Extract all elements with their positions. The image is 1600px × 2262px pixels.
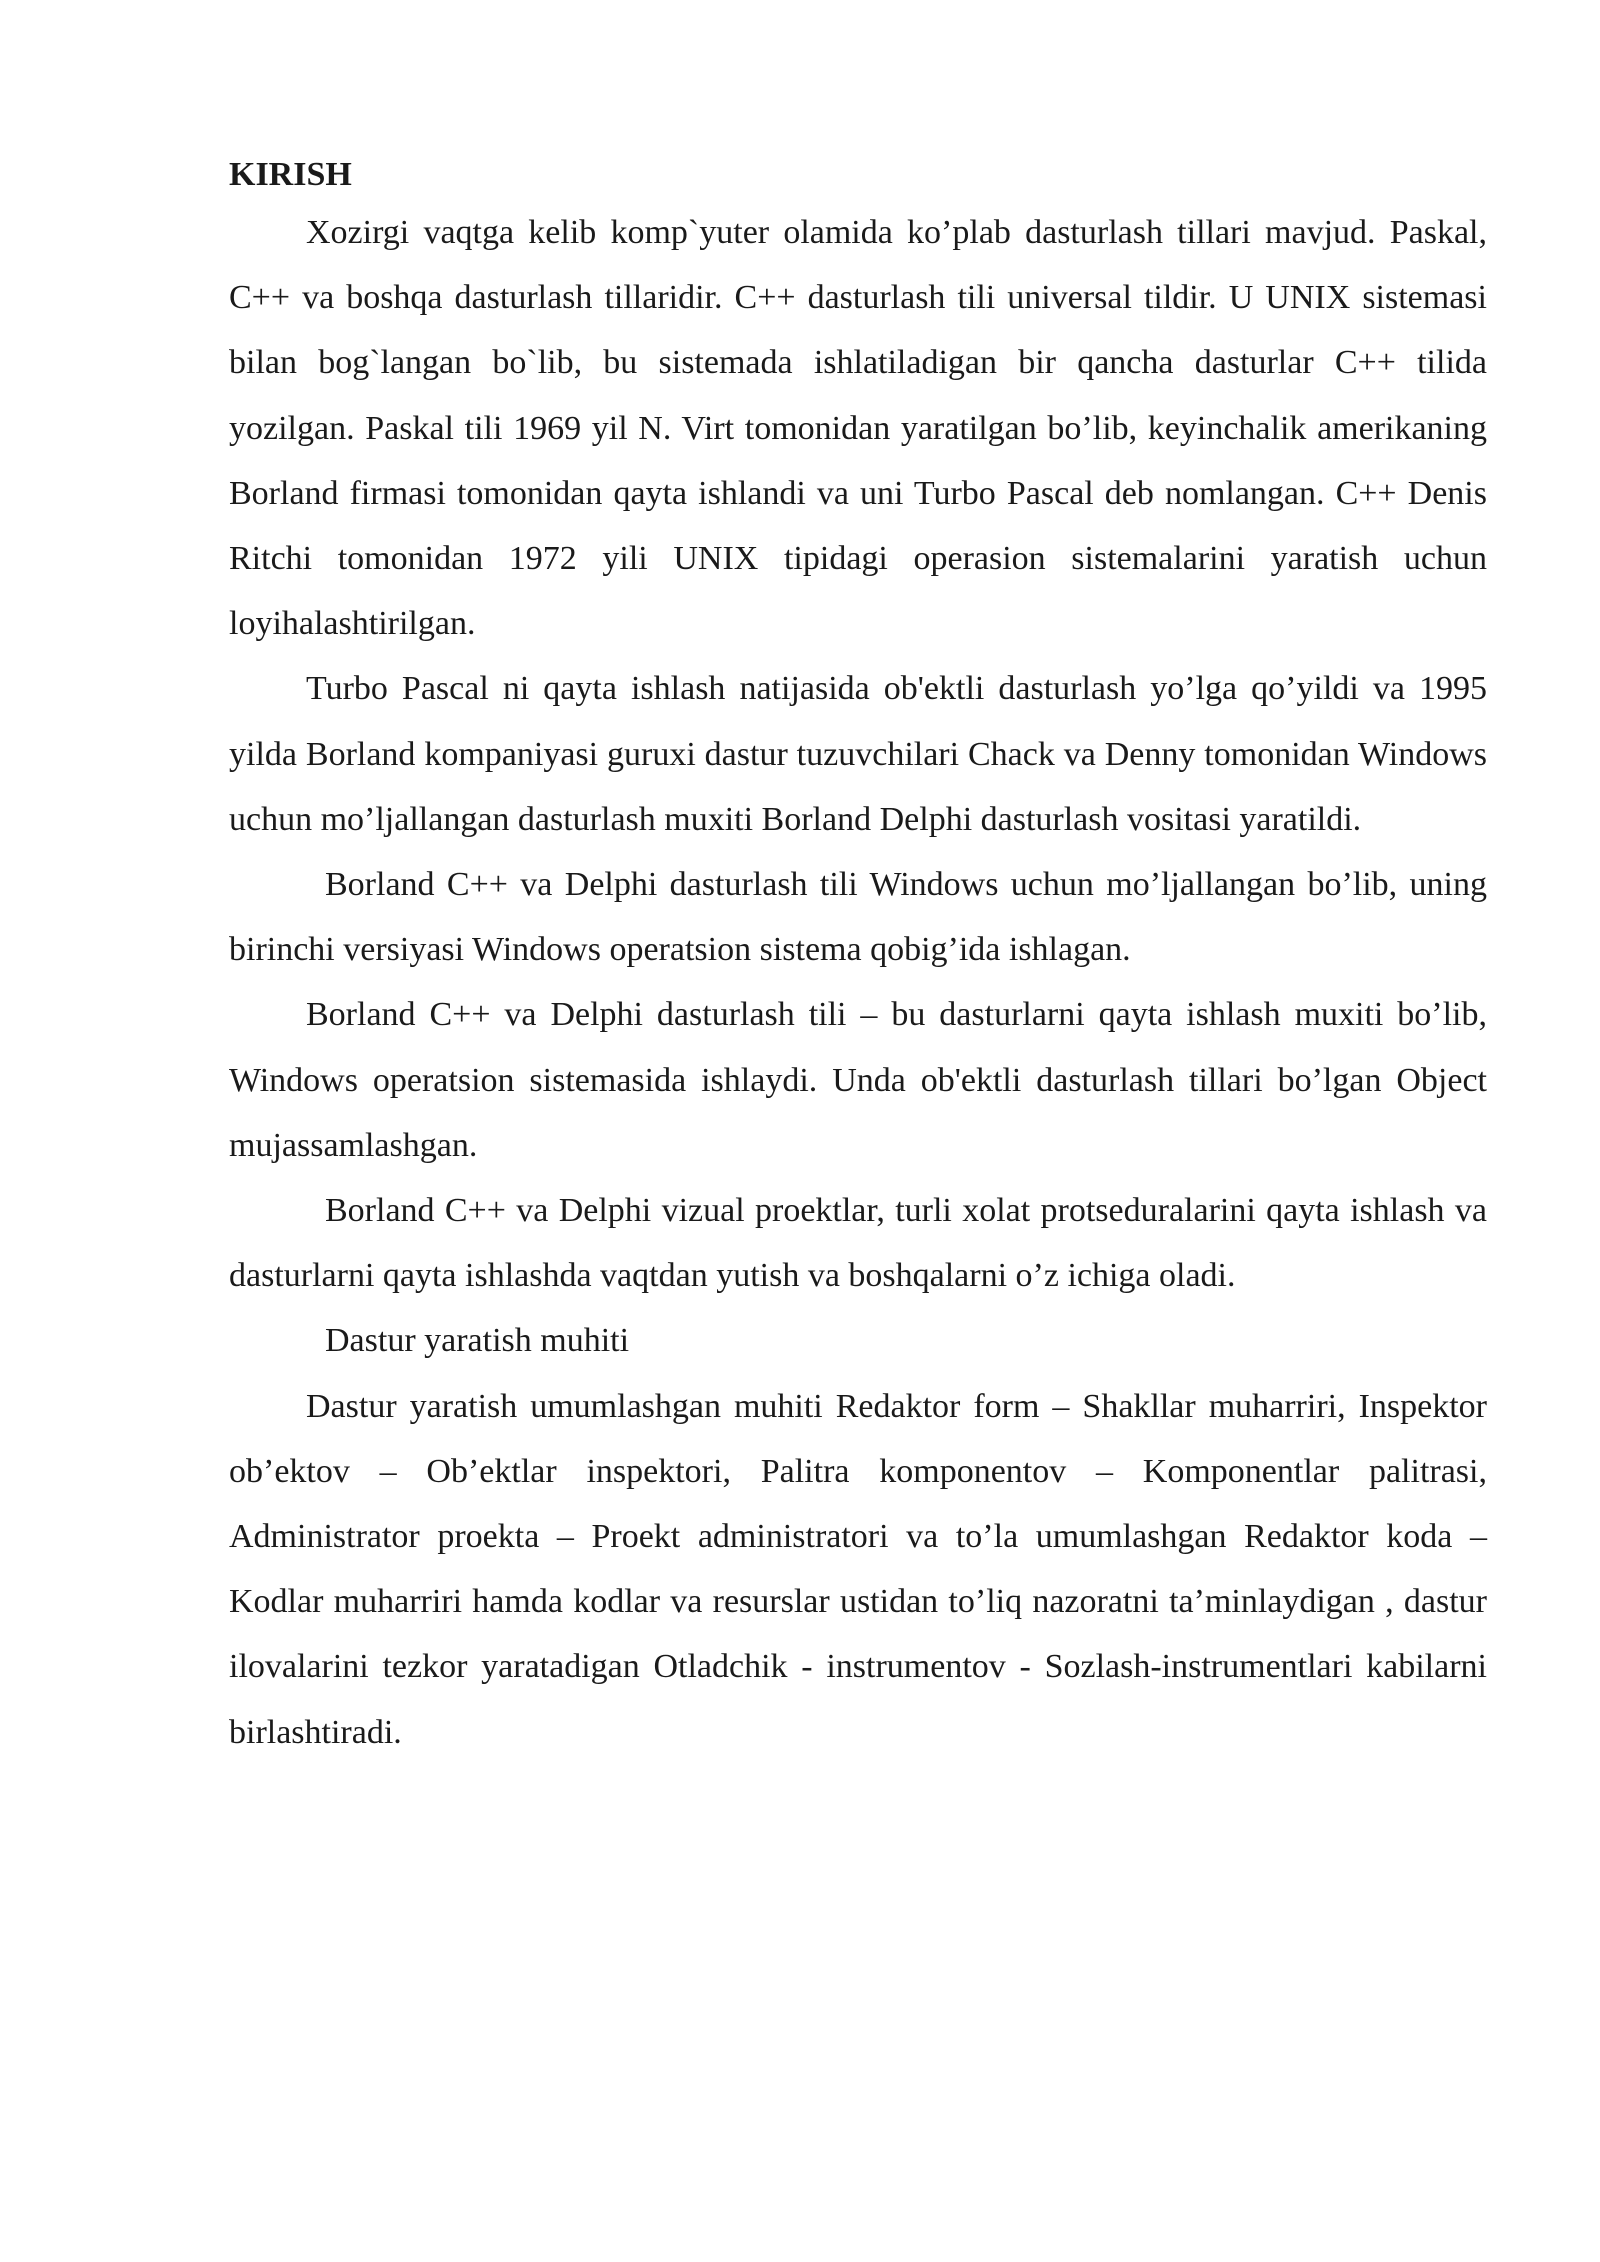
paragraph-intro: Xozirgi vaqtga kelib komp`yuter olamida ko’plab dasturlash tillari mavjud. Paskal, C++ va boshqa dasturlash tillaridir. C++ dasturlash tili universal tildir. U UNIX sistemasi bilan bog`langan bo`lib, bu sistemada ishlatiladigan bir qancha dasturlar C++ tilida yozilgan. Paskal tili 1969 yil N. Virt tomonidan yaratilgan bo’lib, keyinchalik amerikaning Borland firmasi tomonidan qayta ishlandi va uni Turbo Pascal deb nomlangan. C++ Denis Ritchi tomonidan 1972 yili UNIX tipidagi operasion sistemalarini yaratish uchun loyihalashtirilgan. [229, 214, 1487, 643]
paragraph-borland-windows: Borland C++ va Delphi dasturlash tili Windows uchun mo’ljallangan bo’lib, uning birinchi versiyasi Windows operatsion sistema qobig’ida ishlagan. [229, 866, 1487, 969]
paragraph-visual-projects: Borland C++ va Delphi vizual proektlar, turli xolat protseduralarini qayta ishlash va dasturlarni qayta ishlashda vaqtdan yutish va boshqalarni o’z ichiga oladi. [229, 1192, 1487, 1295]
paragraph-ide-components: Dastur yaratish umumlashgan muhiti Redaktor form – Shakllar muharriri, Inspektor ob’ektov – Ob’ektlar inspektori, Palitra komponentov – Komponentlar palitrasi, Administrator proekta – Proekt administratori va to’la umumlashgan Redaktor koda – Kodlar muharriri hamda kodlar va resurslar ustidan to’liq nazoratni ta’minlaydigan , dastur ilovalarini tezkor yaratadigan Otladchik - instrumentov - Sozlash-instrumentlari kabilarni birlashtiradi. [229, 1387, 1487, 1751]
document-page [229, 150, 1487, 1765]
document-heading: KIRISH [229, 156, 352, 193]
section-subheading: Dastur yaratish muhiti [325, 1322, 630, 1360]
paragraph-borland-environment: Borland C++ va Delphi dasturlash tili – bu dasturlarni qayta ishlash muxiti bo’lib, Windows operatsion sistemasida ishlaydi. Unda ob'ektli dasturlash tillari bo’lgan Object mujassamlashgan. [229, 996, 1487, 1164]
paragraph-turbo-pascal: Turbo Pascal ni qayta ishlash natijasida ob'ektli dasturlash yo’lga qo’yildi va 1995 yilda Borland kompaniyasi guruxi dastur tuzuvchilari Chack va Denny tomonidan Windows uchun mo’ljallangan dasturlash muxiti Borland Delphi dasturlash vositasi yaratildi. [229, 670, 1487, 838]
